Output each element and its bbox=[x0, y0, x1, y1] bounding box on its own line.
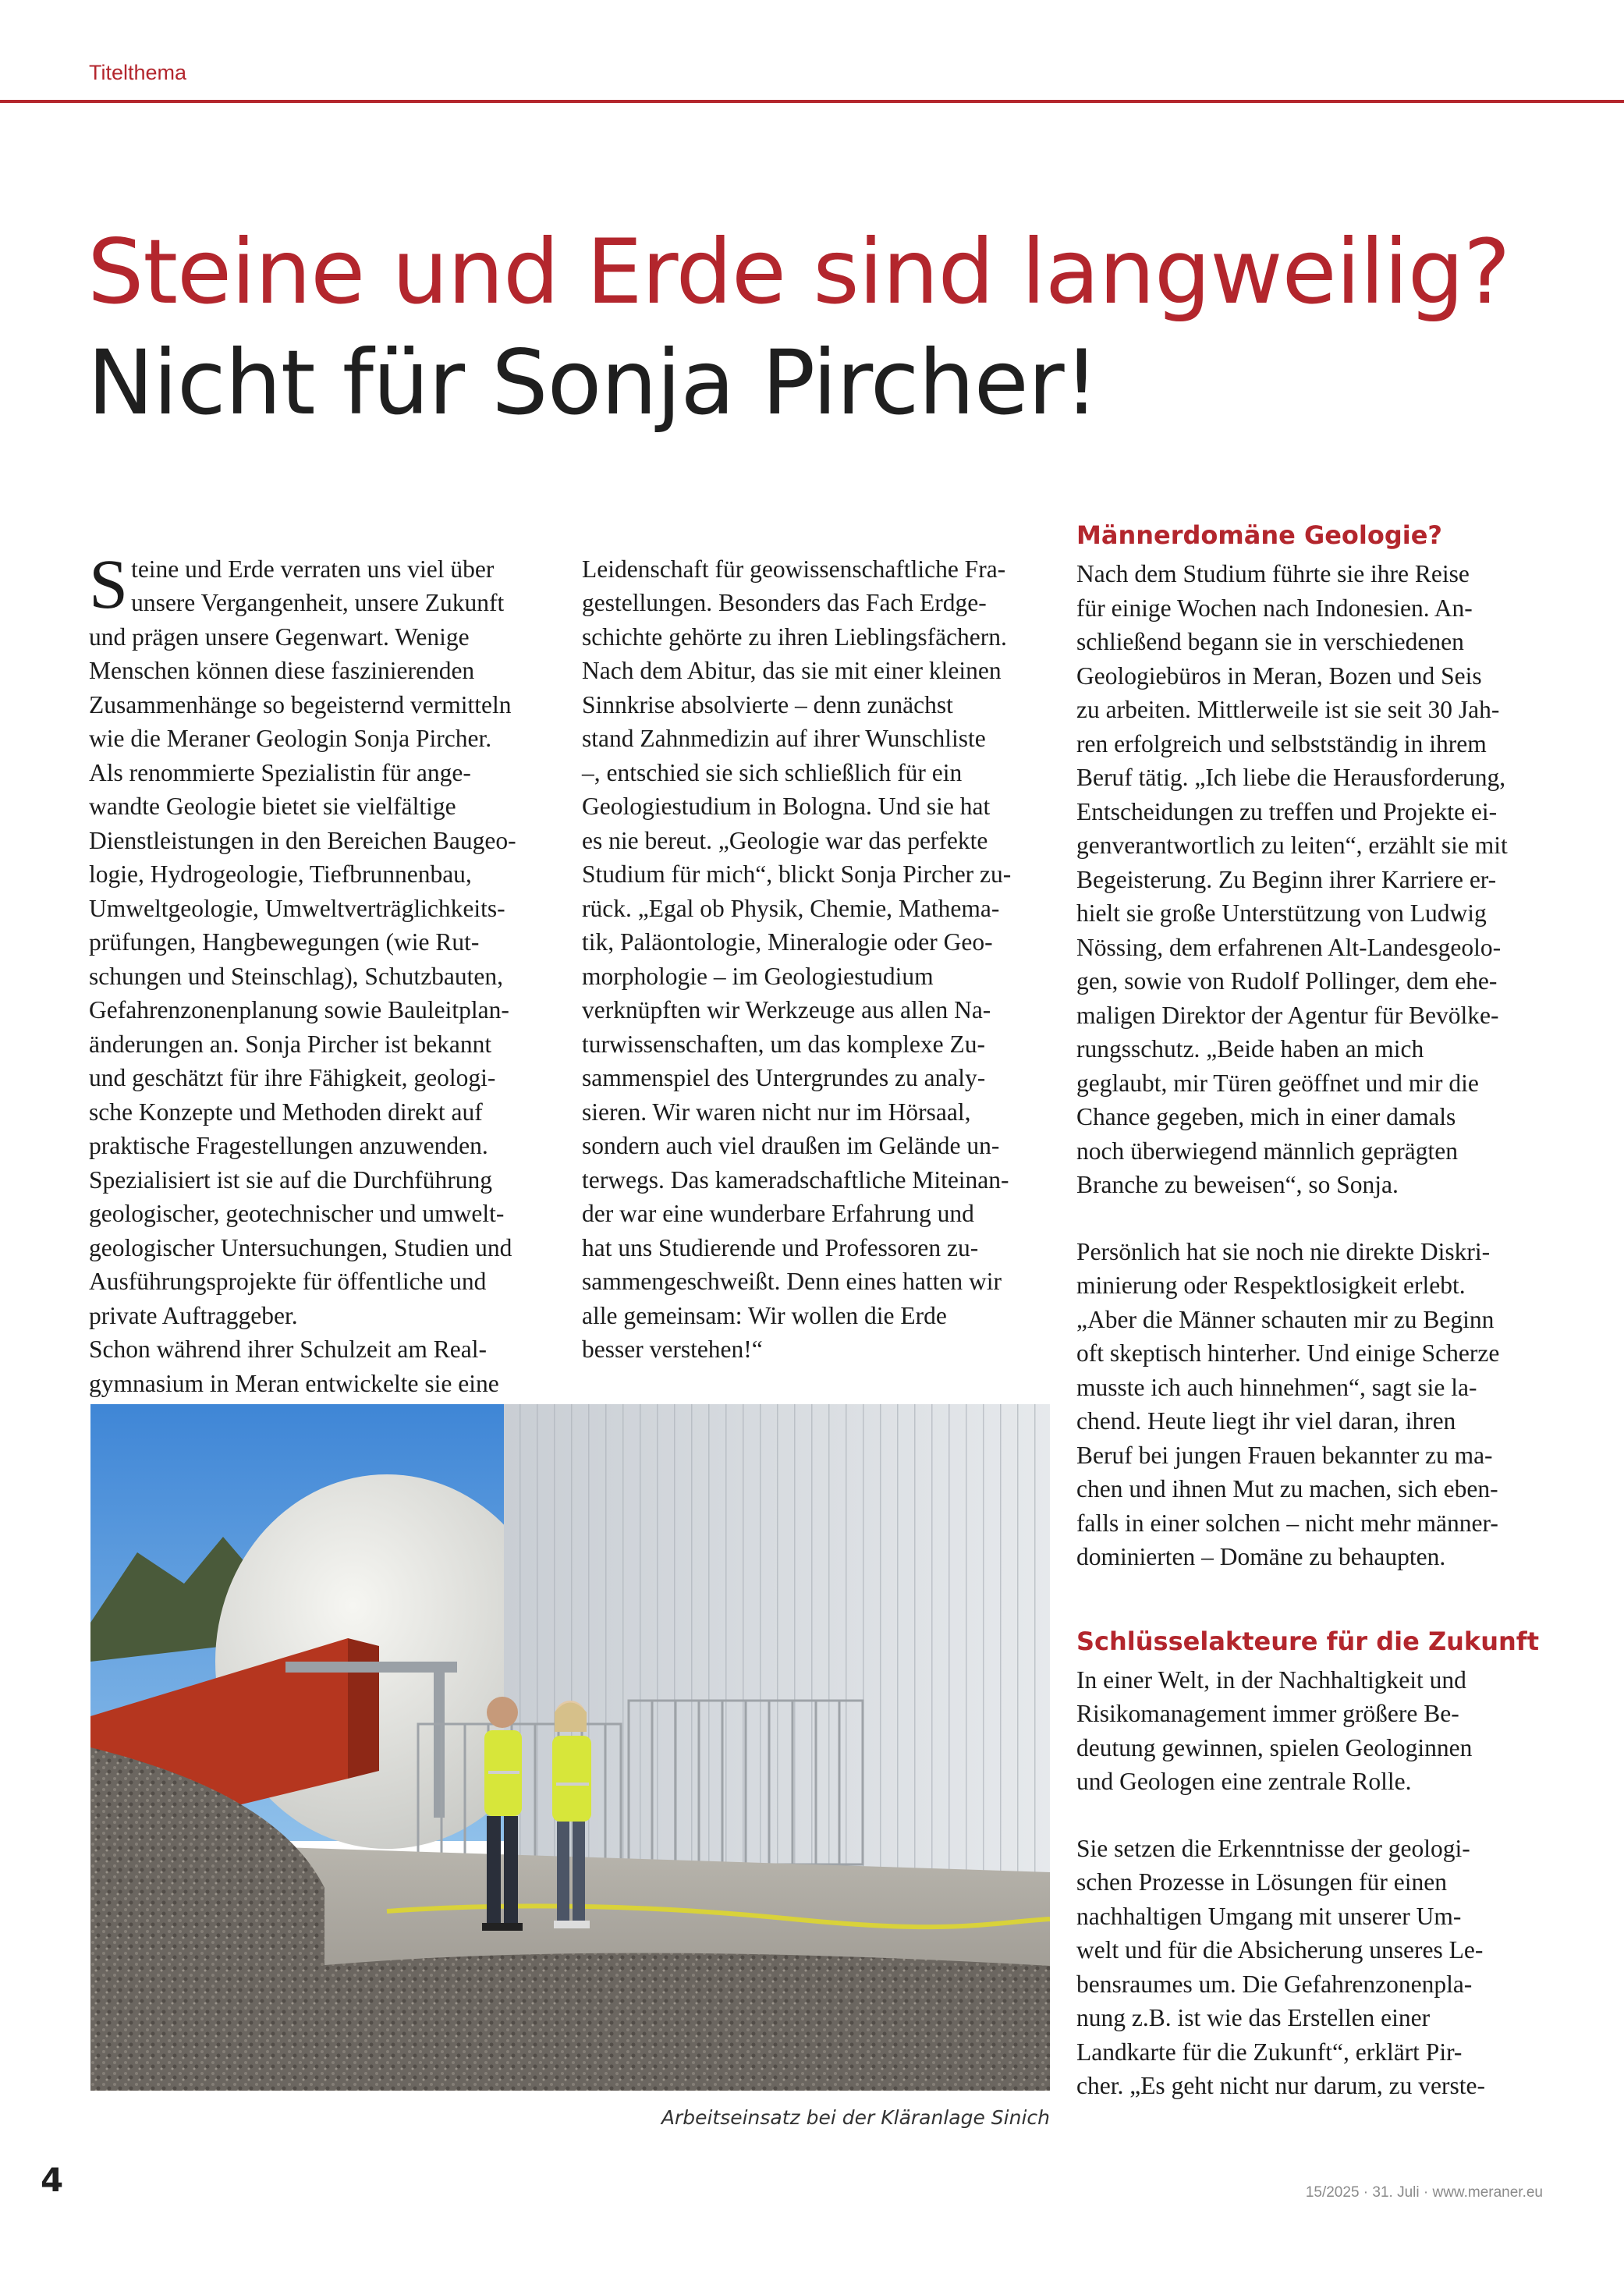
article-column-1 bbox=[89, 518, 557, 1400]
article-photo bbox=[90, 1404, 1050, 2091]
headline bbox=[87, 217, 1569, 438]
headline-line-2: Nicht für Sonja Pircher! bbox=[87, 331, 1099, 435]
column-3-paragraph-4: Sie setzen die Erkenntnisse der geologi- schen Prozesse in Lösungen für einen nachhaltigen Umgang mit unserer Um- welt und für die Absicherung unseres Le- bensraumes um. Die Gefahrenzonenpla- nung z.B. ist wie das Erstellen einer Landkarte für die Zukunft“, erklärt Pir- cher. „Es geht nicht nur darum, zu verste- bbox=[1076, 1834, 1485, 2099]
headline-line-1: Steine und Erde sind langweilig? bbox=[87, 220, 1510, 324]
column-1-text: teine und Erde verraten uns viel über unsere Vergangenheit, unsere Zukunft und prägen unsere Gegenwart. Wenige Menschen können diese faszinierenden Zusammenhänge so begeisternd vermitteln wie die Meraner Geologin Sonja Pircher. Als renommierte Spezialistin für ange- wandte Geologie bietet sie vielfältige Dienstleistungen in den Bereichen Baugeo- logie, Hydrogeologie, Tiefbrunnenbau, Umweltgeologie, Umweltverträglichkeits- prüfungen, Hangbewegungen (wie Rut- schungen und Steinschlag), Schutzbauten, Gefahrenzonenplanung sowie Bauleitplan- änderungen an. Sonja Pircher ist bekannt und geschätzt für ihre Fähigkeit, geologi- sche Konzepte und Methoden direkt auf praktische Fragestellungen anzuwenden. Spezialisiert ist sie auf die Durchführung geologischer, geotechnischer und umwelt- geologischer Untersuchungen, Studien und Ausführungsprojekte für öffentliche und private Auftraggeber. Schon während ihrer Schulzeit am Real- gymnasium in Meran entwickelte sie eine bbox=[89, 555, 516, 1397]
drop-cap: S bbox=[89, 545, 129, 623]
photo-caption: Arbeitseinsatz bei der Kläranlage Sinich bbox=[661, 2106, 1050, 2129]
page-number: 4 bbox=[41, 2161, 64, 2199]
article-column-3 bbox=[1076, 518, 1544, 2103]
subheading-maennerdomaene: Männerdomäne Geologie? bbox=[1076, 520, 1442, 550]
issue-info: 15/2025 · 31. Juli · www.meraner.eu bbox=[1305, 2184, 1543, 2201]
subheading-schluesselakteure: Schlüsselakteure für die Zukunft bbox=[1076, 1626, 1539, 1656]
column-3-paragraph-2: Persönlich hat sie noch nie direkte Diskri- minierung oder Respektlosigkeit erlebt. „Aber die Männer schauten mir zu Beginn oft skeptisch hinterher. Und einige Scherze musste ich auch hinnehmen“, sagt sie la- chend. Heute liegt ihr viel daran, ihren Beruf bei jungen Frauen bekannter zu ma- chen und ihnen Mut zu machen, sich eben- falls in einer solchen – nicht mehr männer- dominierten – Domäne zu behaupten. bbox=[1076, 1237, 1500, 1570]
article-column-2 bbox=[582, 518, 1050, 1400]
column-2-text: Leidenschaft für geowissenschaftliche Fra- gestellungen. Besonders das Fach Erdge- schichte gehörte zu ihren Lieblingsfächern. Nach dem Abitur, das sie mit einer kleinen Sinnkrise absolvierte – denn zunächst stand Zahnmedizin auf ihrer Wunschliste –, entschied sie sich schließlich für ein Geologiestudium in Bologna. Und sie hat es nie bereut. „Geologie war das perfekte Studium für mich“, blickt Sonja Pircher zu- rück. „Egal ob Physik, Chemie, Mathema- tik, Paläontologie, Mineralogie oder Geo- morphologie – im Geologiestudium verknüpften wir Werkzeuge aus allen Na- turwissenschaften, um das komplexe Zu- sammenspiel des Untergrundes zu analy- sieren. Wir waren nicht nur im Hörsaal, sondern auch viel draußen im Gelände un- terwegs. Das kameradschaftliche Miteinan- der war eine wunderbare Erfahrung und hat uns Studierende und Professoren zu- sammengeschweißt. Denn eines hatten wir alle gemeinsam: Wir wollen die Erde besser verstehen!“ bbox=[582, 555, 1012, 1363]
section-label: Titelthema bbox=[89, 61, 187, 84]
column-3-paragraph-1: Nach dem Studium führte sie ihre Reise für einige Wochen nach Indonesien. An- schließend begann sie in verschiedenen Geologiebüros in Meran, Bozen und Seis zu arbeiten. Mittlerweile ist sie seit 30 Jah- ren erfolgreich und selbstständig in ihrem Beruf tätig. „Ich liebe die Herausforderung, Entscheidungen zu treffen und Projekte ei- genverantwortlich zu leiten“, erzählt sie mit Begeisterung. Zu Beginn ihrer Karriere er- hielt sie große Unterstützung von Ludwig Nössing, dem erfahrenen Alt-Landesgeolo- gen, sowie von Rudolf Pollinger, dem ehe- maligen Direktor der Agentur für Bevölke- rungsschutz. „Beide haben an mich geglaubt, mir Türen geöffnet und mir die Chance gegeben, mich in einer damals noch überwiegend männlich geprägten Branche zu beweisen“, so Sonja. bbox=[1076, 560, 1508, 1198]
top-rule bbox=[0, 100, 1624, 103]
column-3-paragraph-3: In einer Welt, in der Nachhaltigkeit und Risikomanagement immer größere Be- deutung gewinnen, spielen Geologinnen und Geologen eine zentrale Rolle. bbox=[1076, 1666, 1473, 1795]
